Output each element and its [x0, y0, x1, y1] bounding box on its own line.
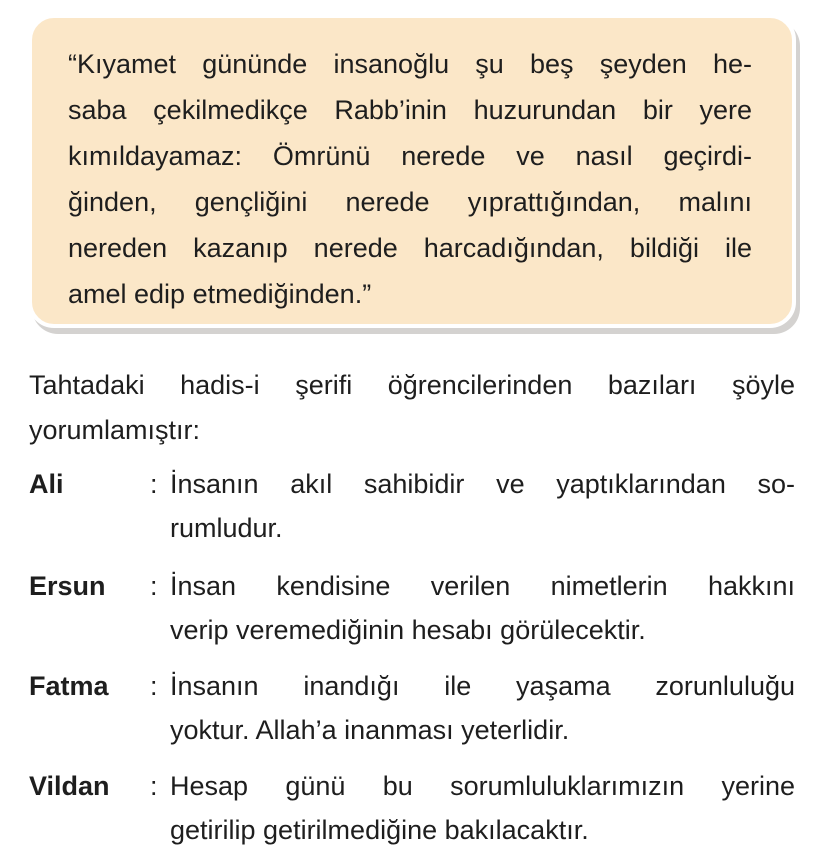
hadith-quote-box [28, 14, 796, 332]
quote-box-panel [28, 14, 796, 328]
student-comment-ali [29, 466, 795, 556]
quote-line-6: amel edip etmediğinden.” [68, 279, 372, 309]
student-comment-line-1: İnsanın akıl sahibidir ve yaptıklarından so- [170, 469, 795, 499]
quote-line-1: “Kıyamet gününde insanoğlu şu beş şeyden he- [68, 49, 752, 79]
student-comment-fatma [29, 668, 795, 758]
student-colon: : [150, 571, 158, 601]
student-comment-line-1: Hesap günü bu sorumluluklarımızın yerine [170, 771, 795, 801]
student-colon: : [150, 771, 158, 801]
student-colon: : [150, 671, 158, 701]
quote-line-5: nereden kazanıp nerede harcadığından, bildiği ile [68, 233, 752, 263]
student-comment-line-2: rumludur. [170, 513, 283, 543]
student-comment-line-2: yoktur. Allah’a inanması yeterlidir. [170, 715, 570, 745]
student-comment-ersun [29, 568, 795, 658]
quote-line-4: ğinden, gençliğini nerede yıprattığından, malını [68, 187, 752, 217]
student-name: Vildan [29, 771, 110, 801]
intro-line-1: Tahtadaki hadis-i şerifi öğrencilerinden bazıları şöyle [29, 370, 795, 400]
student-name: Fatma [29, 671, 109, 701]
quote-line-2: saba çekilmedikçe Rabb’inin huzurundan bir yere [68, 95, 752, 125]
student-name: Ersun [29, 571, 106, 601]
intro-line-2: yorumlamıştır: [29, 415, 201, 445]
student-comment-line-2: getirilip getirilmediğine bakılacaktır. [170, 815, 589, 845]
quote-line-3: kımıldayamaz: Ömrünü nerede ve nasıl geçirdi- [68, 141, 752, 171]
student-comment-vildan [29, 768, 795, 858]
student-comment-line-1: İnsan kendisine verilen nimetlerin hakkını [170, 571, 795, 601]
student-comment-line-2: verip veremediğinin hesabı görülecektir. [170, 615, 646, 645]
student-colon: : [150, 469, 158, 499]
student-comment-line-1: İnsanın inandığı ile yaşama zorunluluğu [170, 671, 795, 701]
student-name: Ali [29, 469, 64, 499]
